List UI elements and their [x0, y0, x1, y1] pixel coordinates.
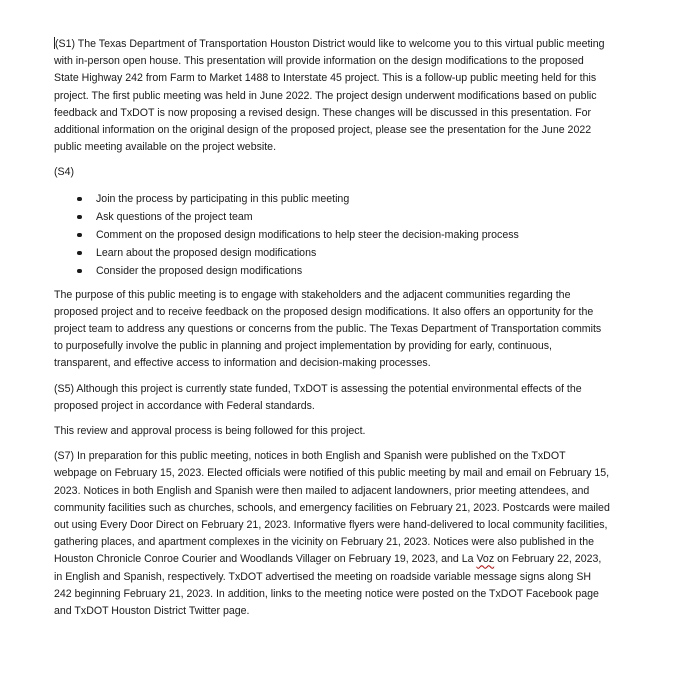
- bullet-list: [54, 190, 610, 280]
- document-page: [54, 36, 610, 628]
- paragraph-s1: [54, 36, 610, 156]
- spellcheck-word: Voz: [476, 553, 495, 566]
- list-item: Ask questions of the project team: [54, 208, 610, 226]
- paragraph-s7-text-a: (S7) In preparation for this public meeting, notices in both English and Spanish were published on the TxDOT webpage on February 15, 2023. Elected officials were notified of this public meeting by mail and email on February 15, 2023. Notices in both English and Spanish were then mailed to adjacent landowners, prior meeting attendees, and community facilities such as churches, schools, and emergency facilities on February 21, 2023. Postcards were mailed out using Every Door Direct on February 21, 2023. Informative flyers were hand-delivered to local community facilities, gathering places, and apartment complexes in the vicinity on February 21, 2023. Notices were also published in the Houston Chronicle Conroe Courier and Woodlands Villager on February 19, 2023, and La: [54, 450, 610, 566]
- paragraph-review: This review and approval process is being followed for this project.: [54, 425, 366, 438]
- paragraph-s7: [54, 448, 610, 620]
- paragraph-s4: (S4): [54, 166, 75, 179]
- list-item: Consider the proposed design modifications: [54, 262, 610, 280]
- list-item: Join the process by participating in this public meeting: [54, 190, 610, 208]
- paragraph-s1-text: (S1) The Texas Department of Transportation Houston District would like to welcome you to this virtual public meeting with in-person open house. This presentation will provide information on the design modifications to the proposed State Highway 242 from Farm to Market 1488 to Interstate 45 project. This is a follow-up public meeting held for this project. The first public meeting was held in June 2022. The project design underwent modifications based on public feedback and TxDOT is now proposing a revised design. These changes will be discussed in this presentation. For additional information on the original design of the proposed project, please see the presentation for the June 2022 public meeting available on the project website.: [54, 38, 605, 154]
- paragraph-s5: (S5) Although this project is currently state funded, TxDOT is assessing the potential environmental effects of the proposed project in accordance with Federal standards.: [54, 382, 582, 412]
- list-item: Comment on the proposed design modifications to help steer the decision-making process: [54, 226, 610, 244]
- paragraph-s7-text-b: on February 22, 2023, in English and Spanish, respectively. TxDOT advertised the meeting on roadside variable message signs along SH 242 beginning February 21, 2023. In addition, links to the meeting notice were posted on the TxDOT Facebook page and TxDOT Houston District Twitter page.: [54, 553, 602, 618]
- list-item: Learn about the proposed design modifications: [54, 244, 610, 262]
- paragraph-purpose: The purpose of this public meeting is to engage with stakeholders and the adjacent communities regarding the proposed project and to receive feedback on the proposed design modifications. It also offers an opportunity for the project team to address any questions or concerns from the public. The Texas Department of Transportation commits to purposefully involve the public in planning and project implementation by providing for early, continuous, transparent, and effective access to information and decision-making processes.: [54, 288, 602, 370]
